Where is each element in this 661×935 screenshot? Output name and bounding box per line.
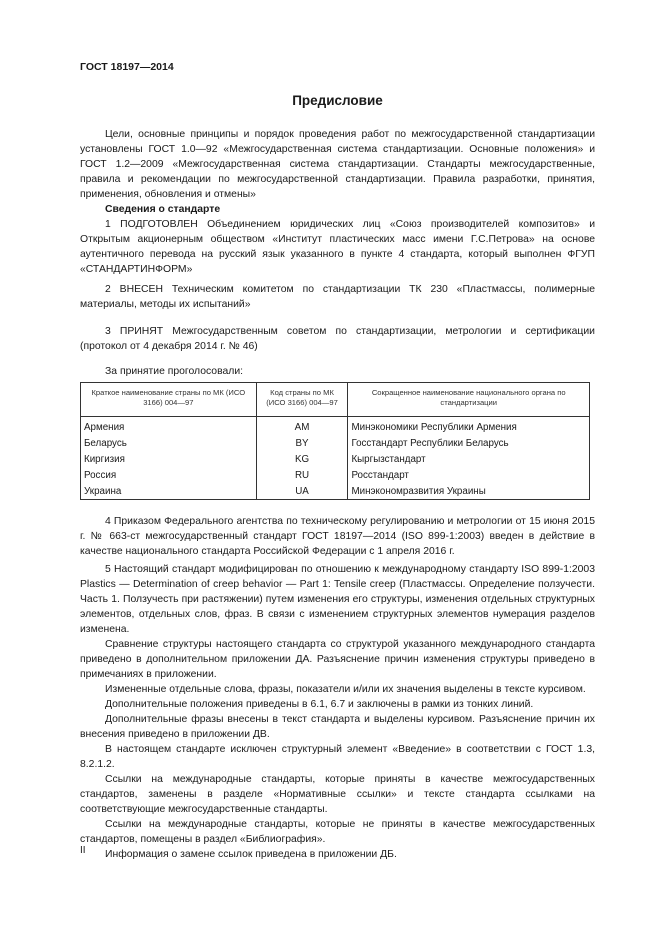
- table-header-body: Сокращенное наименование национального органа по стандартизации: [348, 383, 590, 417]
- table-cell-code: KG: [256, 451, 348, 467]
- table-row: [81, 451, 590, 467]
- item-5-paragraph: В настоящем стандарте исключен структурный элемент «Введение» в соответствии с ГОСТ 1.3, 8.2.1.2.: [80, 744, 595, 770]
- item-adopted: 3 ПРИНЯТ Межгосударственным советом по стандартизации, метрологии и сертификации (протокол от 4 декабря 2014 г. № 46): [80, 326, 595, 352]
- table-cell-country: Армения: [81, 417, 257, 436]
- item-5-paragraph: Дополнительные фразы внесены в текст стандарта и выделены курсивом. Разъяснение причин их внесения приведено в приложении ДВ.: [80, 714, 595, 740]
- item-1-block: [80, 217, 595, 277]
- page-number: II: [80, 845, 86, 856]
- table-header-row: [81, 383, 590, 417]
- table-cell-body: Минэкономразвития Украины: [348, 483, 590, 500]
- table-cell-body: Госстандарт Республики Беларусь: [348, 435, 590, 451]
- table-header-country: Краткое наименование страны по МК (ИСО 3166) 004—97: [81, 383, 257, 417]
- vote-label: За принятие проголосовали:: [105, 366, 244, 377]
- item-prepared: 1 ПОДГОТОВЛЕН Объединением юридических лиц «Союз производителей композитов» и Открытым акционерным обществом «Институт пластических масс имени Г.С.Петрова» на основе аутентичного перевода на русский язык указанного в пункте 4 стандарта, который выполнен ФГУП «СТАНДАРТИНФОРМ»: [80, 219, 595, 275]
- voting-table: [80, 382, 590, 500]
- item-5-paragraph: Дополнительные положения приведены в 6.1, 6.7 и заключены в рамки из тонких линий.: [105, 699, 534, 710]
- table-header-code: Код страны по МК (ИСО 3166) 004—97: [256, 383, 348, 417]
- item-5-paragraph: Измененные отдельные слова, фразы, показатели и/или их значения выделены в тексте курсивом.: [105, 684, 586, 695]
- item-5-paragraph: Ссылки на международные стандарты, которые приняты в качестве межгосударственных стандартов, заменены в разделе «Нормативные ссылки» и тексте стандарта ссылками на соответствующие межгосударственные стандарты.: [80, 774, 595, 815]
- item-3-block: [80, 324, 595, 354]
- item-introduced: 2 ВНЕСЕН Техническим комитетом по стандартизации ТК 230 «Пластмассы, полимерные материалы, методы их испытаний»: [80, 284, 595, 310]
- table-cell-body: Росстандарт: [348, 467, 590, 483]
- item-4-block: [80, 514, 595, 559]
- table-row: [81, 435, 590, 451]
- table-cell-body: Минэкономики Республики Армения: [348, 417, 590, 436]
- intro-paragraph: Цели, основные принципы и порядок проведения работ по межгосударственной стандартизации установлены ГОСТ 1.0—92 «Межгосударственная система стандартизации. Основные положения» и ГОСТ 1.2—2009 «Межгосударственная система стандартизации. Стандарты межгосударственные, правила и рекомендации по межгосударственной стандартизации. Правила разработки, принятия, применения, обновления и отмены»: [80, 129, 595, 200]
- table-row: [81, 417, 590, 436]
- table-cell-country: Киргизия: [81, 451, 257, 467]
- table-row: [81, 467, 590, 483]
- item-5-paragraph: Информация о замене ссылок приведена в приложении ДБ.: [105, 849, 397, 860]
- item-5-paragraph: 5 Настоящий стандарт модифицирован по отношению к международному стандарту ISO 899-1:2003 Plastics — Determination of creep behavior — Part 1: Tensile creep (Пластмассы. Определение ползучести. Часть 1. Ползучесть при растяжении) путем изменения его структуры, изменения отдельных структурных элементов, отдельных слов, фраз. В связи с изменением структурных элементов нумерация разделов изменена.: [80, 564, 595, 635]
- table-cell-body: Кыргызстандарт: [348, 451, 590, 467]
- table-cell-code: UA: [256, 483, 348, 500]
- item-enacted: 4 Приказом Федерального агентства по техническому регулированию и метрологии от 15 июня 2015 г. № 663-ст межгосударственный стандарт ГОСТ 18197—2014 (ISO 899-1:2003) введен в действие в качестве национального стандарта Российской Федерации с 1 апреля 2016 г.: [80, 516, 595, 557]
- table-cell-code: AM: [256, 417, 348, 436]
- table-cell-country: Россия: [81, 467, 257, 483]
- section-title: Сведения о стандарте: [105, 204, 221, 215]
- table-cell-code: BY: [256, 435, 348, 451]
- table-row: [81, 483, 590, 500]
- item-5-block: [80, 562, 595, 862]
- intro-block: [80, 127, 595, 202]
- item-2-block: [80, 282, 595, 312]
- item-5-paragraph: Ссылки на международные стандарты, которые не приняты в качестве межгосударственных стандартов, помещены в раздел «Библиография».: [80, 819, 595, 845]
- vote-label-block: [80, 364, 595, 379]
- table-cell-code: RU: [256, 467, 348, 483]
- table-cell-country: Украина: [81, 483, 257, 500]
- document-code: ГОСТ 18197—2014: [80, 61, 174, 73]
- page-title: Предисловие: [292, 93, 383, 108]
- item-5-paragraph: Сравнение структуры настоящего стандарта со структурой указанного международного стандарта приведено в дополнительном приложении ДА. Разъяснение причин изменения структуры приведено в примечаниях в приложении.: [80, 639, 595, 680]
- table-cell-country: Беларусь: [81, 435, 257, 451]
- standard-info-section: [80, 202, 595, 217]
